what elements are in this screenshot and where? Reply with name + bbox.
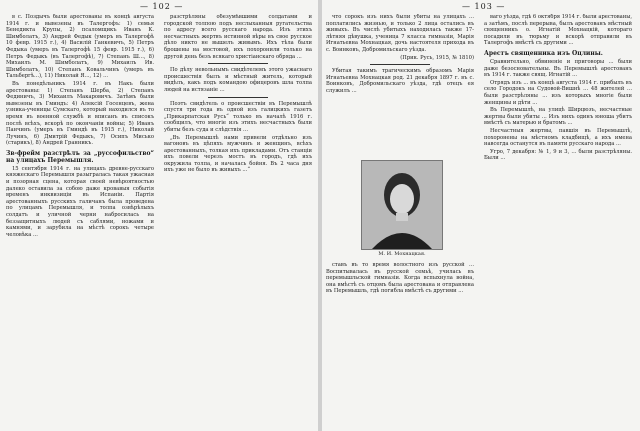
text-column	[326, 262, 474, 427]
paragraph: Отрядъ изъ ... въ концѣ августа 1914 г. прибылъ въ село Городокъ на Судовой-Вишнѣ ... 48 жителей ... были разстрѣляны ... изъ которыхъ многіе были женщины и дѣти ...	[484, 79, 632, 106]
divider	[208, 63, 268, 64]
page-number: — 103 —	[462, 2, 506, 11]
paragraph: разстрѣляны обезумѣвшими солдатами и городской толпою подъ неслыханныя ругательства по адресу всего русскаго народа. Изъ этихъ несчастныхъ жертвъ истинной вѣры въ свое русское дѣло никто не вышелъ живымъ. Ихъ тѣла были брошены на мостовой, ихъ похоронили только на другой день безъ всякаго христіанскаго обряда ...	[164, 14, 312, 60]
paragraph: Убитая такимъ трагическимъ образомъ Марія Игнатьевна Мохнацкая род. 21 декабря 1897 г. въ с. Воинковъ, Добромильскаго уѣзда, гдѣ отецъ ея служилъ ...	[326, 68, 474, 94]
paragraph: Въ понедѣльникъ 1914 г. въ Накъ были арестованы: 1) Степанъ Шерба, 2) Степанъ Фединичъ, 3) Михаилъ Макаровичъ. Затѣмъ были вывезены въ Гминдъ: 4) Алексій Госенцевъ, жена узника-ученицы Сумскаго, который находился въ то время въ военной службѣ и вписанъ въ списокъ послѣ всѣхъ, вскорѣ по окончаніи войны; 5) Иванъ Панчинъ (умеръ въ Гминдѣ въ 1915 г.), Николай Лучинъ, 6) Дмитрій Федыкъ, 7) Осипъ Мисько (старикъ), 8) Андрей Гранникъ.	[6, 80, 154, 147]
portrait-image	[362, 161, 442, 249]
paragraph: Въ Перемышлѣ, на улицѣ Ширцюзъ, несчастные жертвы были убиты ... Изъ нихъ одинъ юноша убитъ вмѣстѣ съ матерью и братомъ ...	[484, 107, 632, 127]
portrait-photo	[361, 160, 443, 250]
section-heading: Арестъ священника изъ Оцлины.	[484, 49, 603, 57]
divider	[370, 64, 430, 65]
paragraph: По дѣлу невольнымъ свидѣтелемъ этого ужаснаго происшествія былъ и мѣстный житель, который видѣлъ, какъ подъ командою офицеровъ шла толпа людей на истязаніе ...	[164, 67, 312, 93]
photo-caption: М. И. Мохнацкая.	[378, 251, 426, 257]
paragraph: Несчастныя жертвы, павшія въ Перемышлѣ, похоронены на мѣстномъ кладбищѣ, а ихъ имена навсегда останутся въ памяти русскаго народа ...	[484, 127, 632, 148]
text-column	[6, 14, 154, 429]
divider	[208, 97, 268, 98]
paragraph: „Въ Перемышлѣ нами привели отдѣльно изъ вагоновъ въ цѣпяхъ мужчинъ и женщинъ, всѣхъ арестованныхъ, толкая ихъ прикладами. Отъ станціи ихъ повели черезъ мостъ въ городъ, гдѣ ихъ окружила толпа, и началась бойня. Въ 2 часа дня ихъ уже не было въ живыхъ ...“	[164, 134, 312, 174]
text-column	[326, 14, 474, 164]
left-page	[0, 0, 318, 431]
paragraph: в с. Поздычъ были арестованы въ концѣ августа 1914 г. и вывезены въ Талергофъ: 1) семья Бенедикта Крупы, 2) псаломщикъ Иванъ К. Шимболатъ, 3) Андрей Федык (умеръ въ Талергофѣ 10 февр. 1915 г.), 4) Василій Ганкевичъ, 5) Петръ Федыка (умеръ въ Талергофѣ 15 февр. 1915 г.), 6) Петръ Федыкъ (въ Талергофѣ), 7) Степанъ Ш..., 8) Михаилъ М. Шимболатъ, 9) Михаилъ Ив. Шимболатъ, 10) Степанъ Ковальчинъ (умеръ въ Тальбергѣ...), 11) Николай Я..., 12) ...	[6, 14, 154, 80]
paragraph: ставъ въ то время волостного изъ русской ... Воспитывалась въ русской семьѣ, училась въ перемышльской гимназіи. Когда вспыхнула война, она вмѣстѣ съ отцомъ была арестована и отправлена въ Перемышль, гдѣ погибла вмѣстѣ съ другими ...	[326, 262, 474, 295]
page-number: — 102 —	[140, 2, 184, 11]
paragraph: 15 сентября 1914 г. на улицахъ древне-русскаго княжескаго Перемышля разыгралась такая ужасная и позорная сцена, которая своей невѣроятностью далеко оставила за собою даже кровавыя событія временъ инквизиціи въ Испаніи. Партія арестованныхъ русскихъ галичанъ была проведена по улицамъ Перемышля, и толпа озвѣрѣлыхъ солдатъ и уличной черни набросилась на беззащитныхъ людей съ саблями, ножами и камнями, и зарубила на мѣстѣ сорокъ четыре человѣка ...	[6, 165, 154, 238]
paragraph: что сорокъ изъ нихъ были убиты на улицахъ ... поплатились жизнью, и только 2 лица остались въ живыхъ. Въ числѣ убитыхъ находилась также 17-лѣтняя дѣвушка, ученица 7 класса гимназіи, Марія Игнатьевна Мохнацкая, дочь настоятеля прихода въ с. Воинковъ, Добромильскаго уѣзда.	[326, 14, 474, 53]
section-heading: Зв-фрейм разстрѣлъ за „руссофильство“ на улицахъ Перемышля.	[6, 149, 154, 164]
source-citation: (Прик. Русь, 1915, № 1810)	[400, 54, 474, 61]
text-column	[484, 14, 632, 429]
text-column	[164, 14, 312, 429]
paragraph: Поэтъ свидѣтель о происшествіи въ Перемышлѣ спустя три года въ одной изъ галицкихъ газетъ „Прикарпатская Русь“ только въ началѣ 1916 г. сообщилъ, что многіе изъ этихъ несчастныхъ были убиты безъ суда и слѣдствія ...	[164, 100, 312, 133]
portrait-figure	[332, 160, 472, 260]
paragraph: Угро, 7 декабря: № 1, 9 и 3, ... были разстрѣляны. Были ...	[484, 148, 632, 162]
paragraph: Сравнительно, обвиненіе и приговоры ... были даже безосновательны. Въ Перемышлѣ арестованъ въ 1914 г. также свящ. Игнатій ...	[484, 58, 632, 79]
right-page	[322, 0, 640, 431]
paragraph: ваго уѣзда, гдѣ 6 октября 1914 г. были арестованы, а затѣмъ, послѣ перерыва, былъ арестованъ мѣстный священникъ о. Игнатій Мохнацкій, котораго посадили въ тюрьму и вскорѣ отправили въ Талергофъ вмѣстѣ съ другими ...	[484, 14, 632, 47]
